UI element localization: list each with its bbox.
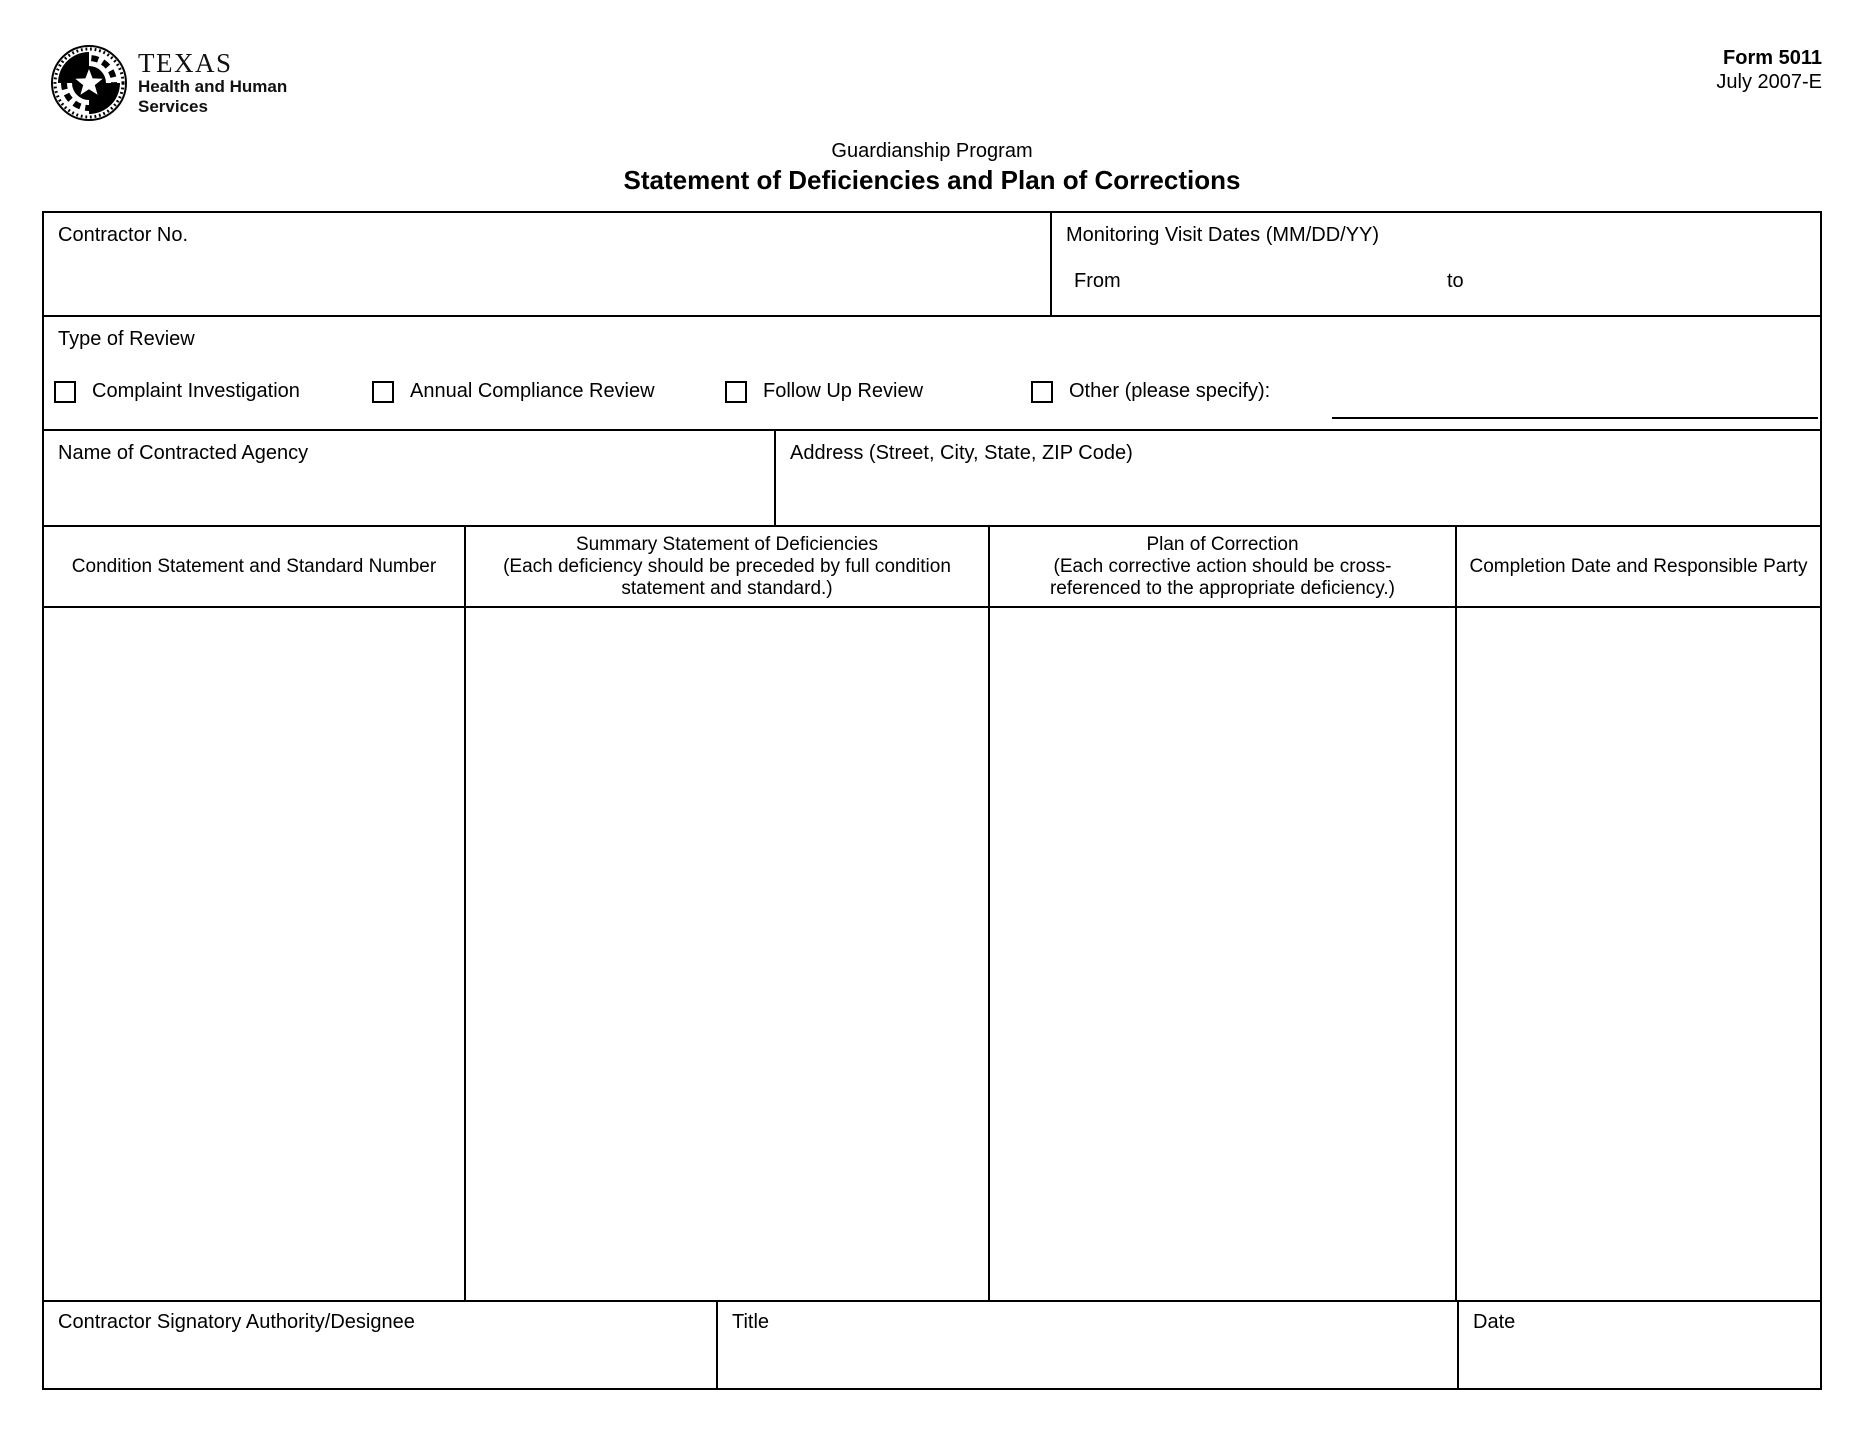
title-field[interactable]	[718, 1302, 1459, 1388]
completion-date-input-area[interactable]	[1457, 608, 1820, 1300]
column-subtitle-line1: (Each corrective action should be cross-	[1053, 555, 1392, 577]
address-field[interactable]	[776, 431, 1820, 525]
to-label: to	[1447, 270, 1464, 292]
complaint-investigation-label: Complaint Investigation	[92, 380, 300, 402]
column-title: Summary Statement of Deficiencies	[575, 533, 878, 555]
complaint-investigation-checkbox[interactable]	[54, 381, 76, 403]
column-title: Completion Date and Responsible Party	[1469, 555, 1808, 577]
address-label: Address (Street, City, State, ZIP Code)	[790, 442, 1133, 464]
form-identifier	[1716, 46, 1822, 94]
title-label: Title	[732, 1311, 770, 1333]
column-title: Condition Statement and Standard Number	[71, 555, 437, 577]
summary-deficiencies-input-area[interactable]	[466, 608, 990, 1300]
column-subtitle-line2: referenced to the appropriate deficiency.)	[1049, 577, 1395, 599]
program-name: Guardianship Program	[831, 140, 1033, 162]
review-option-annual-compliance	[372, 380, 655, 403]
annual-compliance-review-label: Annual Compliance Review	[410, 380, 655, 402]
column-title: Plan of Correction	[1146, 533, 1299, 555]
signatory-field[interactable]	[44, 1302, 718, 1388]
texas-state-seal-icon	[50, 44, 128, 122]
column-header-plan-of-correction	[990, 527, 1457, 606]
monitoring-dates-label: Monitoring Visit Dates (MM/DD/YY)	[1066, 224, 1380, 246]
annual-compliance-review-checkbox[interactable]	[372, 381, 394, 403]
type-of-review-field	[44, 317, 1820, 429]
form-number: Form 5011	[1723, 47, 1822, 69]
column-header-summary-deficiencies	[466, 527, 990, 606]
logo-brand-text: TEXAS	[138, 48, 233, 78]
row-type-of-review	[44, 317, 1820, 431]
signatory-label: Contractor Signatory Authority/Designee	[58, 1311, 415, 1333]
row-agency-address	[44, 431, 1820, 527]
follow-up-review-checkbox[interactable]	[725, 381, 747, 403]
monitoring-dates-field[interactable]	[1052, 213, 1820, 315]
column-header-condition-statement	[44, 527, 466, 606]
deficiency-table-header	[44, 527, 1820, 608]
texas-hhs-logo	[50, 44, 287, 122]
logo-subtitle-line1: Health and Human	[138, 77, 288, 96]
form-edition: July 2007-E	[1716, 71, 1822, 93]
row-contractor-monitoring	[44, 213, 1820, 317]
deficiency-table-body	[44, 608, 1820, 1302]
follow-up-review-label: Follow Up Review	[763, 380, 924, 402]
logo-text	[138, 49, 287, 117]
from-label: From	[1074, 270, 1121, 292]
other-checkbox[interactable]	[1031, 381, 1053, 403]
type-of-review-label: Type of Review	[58, 328, 195, 350]
logo-subtitle-line2: Services	[138, 97, 208, 116]
review-option-follow-up	[725, 380, 923, 403]
agency-name-label: Name of Contracted Agency	[58, 442, 309, 464]
date-label: Date	[1473, 1311, 1516, 1333]
review-option-complaint-investigation	[54, 380, 300, 403]
plan-of-correction-input-area[interactable]	[990, 608, 1457, 1300]
form-title: Statement of Deficiencies and Plan of Corrections	[623, 165, 1241, 195]
agency-name-field[interactable]	[44, 431, 776, 525]
column-subtitle-line1: (Each deficiency should be preceded by full condition	[503, 555, 951, 577]
signature-row	[44, 1302, 1820, 1388]
contractor-no-field[interactable]	[44, 213, 1052, 315]
contractor-no-label: Contractor No.	[58, 224, 189, 246]
review-option-other	[1031, 380, 1270, 403]
other-specify-input-line[interactable]	[1332, 417, 1818, 419]
form-table	[42, 211, 1822, 1390]
column-header-completion-date	[1457, 527, 1820, 606]
condition-statement-input-area[interactable]	[44, 608, 466, 1300]
column-subtitle-line2: statement and standard.)	[621, 577, 833, 599]
date-field[interactable]	[1459, 1302, 1820, 1388]
other-label: Other (please specify):	[1069, 380, 1271, 402]
